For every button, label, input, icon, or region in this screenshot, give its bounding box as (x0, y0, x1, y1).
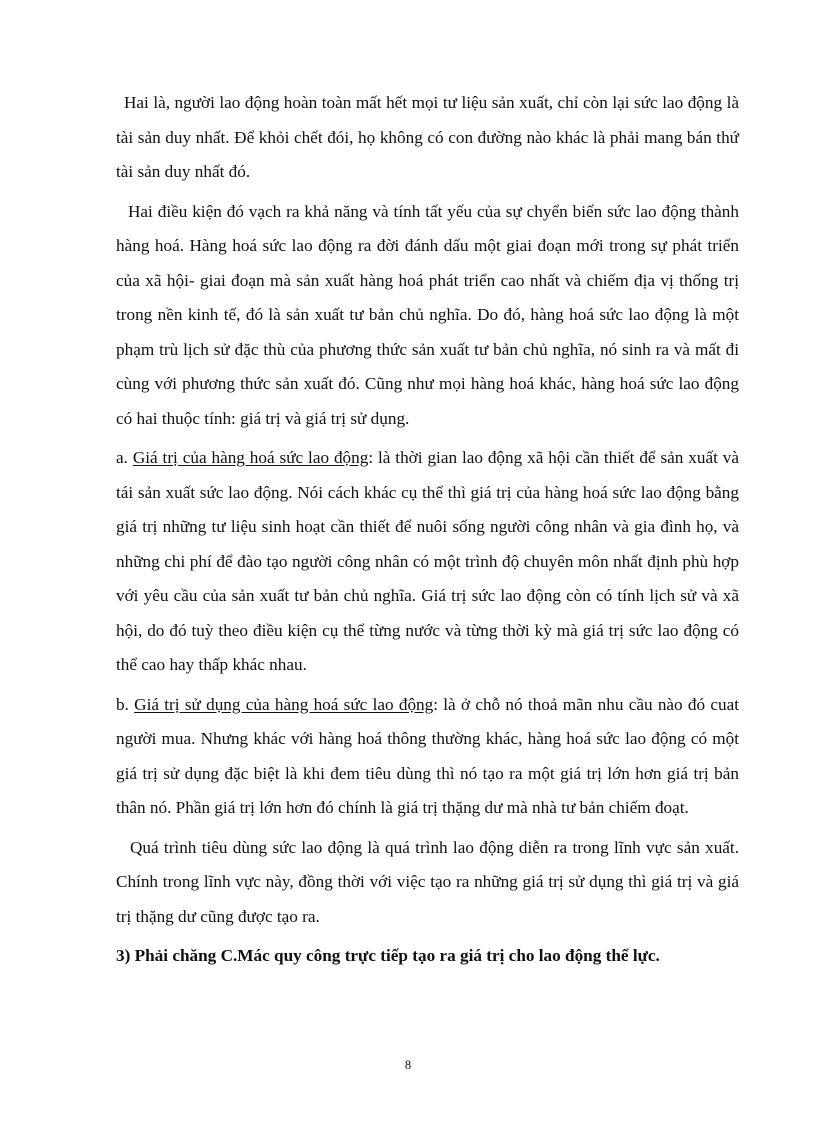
paragraph-1: Hai là, người lao động hoàn toàn mất hết mọi tư liệu sản xuất, chỉ còn lại sức lao động là tài sản duy nhất. Để khỏi chết đói, họ không có con đường nào khác là phải mang bán thứ tài sản duy nhất đó. (116, 93, 739, 181)
paragraph-3-text: : là thời gian lao động xã hội cần thiết để sản xuất và tái sản xuất sức lao động. Nói cách khác cụ thể thì giá trị của hàng hoá sức lao động bằng giá trị những tư liệu sinh hoạt cần thiết để nuôi sống người công nhân và gia đình họ, và những chi phí để đào tạo người công nhân có một trình độ chuyên môn nhất định phù hợp với yêu cầu của sản xuất tư bản chủ nghĩa. Giá trị sức lao động còn có tính lịch sử và xã hội, do đó tuỳ theo điều kiện cụ thể từng nước và từng thời kỳ mà giá trị sức lao động có thể cao hay thấp khác nhau. (116, 448, 739, 674)
paragraph-4-term: Giá trị sử dụng của hàng hoá sức lao động (134, 694, 434, 714)
page-number: 8 (404, 1058, 412, 1072)
page-content (116, 86, 739, 979)
paragraph-3-prefix: a. (116, 448, 133, 467)
paragraph-4-prefix: b. (116, 694, 135, 714)
section-heading: 3) Phải chăng C.Mác quy công trực tiếp tạo ra giá trị cho lao động thể lực. (116, 946, 660, 965)
paragraph-3-term: Giá trị của hàng hoá sức lao động (132, 448, 369, 467)
paragraph-4 (116, 688, 739, 826)
paragraph-5: Quá trình tiêu dùng sức lao động là quá trình lao động diễn ra trong lĩnh vực sản xuất. Chính trong lĩnh vực này, đồng thời với việc tạo ra những giá trị sử dụng thì giá trị và giá trị thặng dư cũng được tạo ra. (116, 837, 739, 926)
paragraph-4-text: : là ở chỗ nó thoả mãn nhu cầu nào đó cuat người mua. Nhưng khác với hàng hoá thông thường khác, hàng hoá sức lao động có một giá trị sử dụng đặc biệt là khi đem tiêu dùng thì nó tạo ra một giá trị lớn hơn giá trị bản thân nó. Phần giá trị lớn hơn đó chính là giá trị thặng dư mà nhà tư bản chiếm đoạt. (116, 694, 740, 817)
paragraph-3 (116, 441, 739, 683)
paragraph-2: Hai điều kiện đó vạch ra khả năng và tính tất yếu của sự chyển biến sức lao động thành hàng hoá. Hàng hoá sức lao động ra đời đánh dấu một giai đoạn mới trong sự phát triển của xã hội- giai đoạn mà sản xuất hàng hoá phát triển cao nhất và chiếm địa vị thống trị trong nền kinh tế, đó là sản xuất tư bản chủ nghĩa. Do đó, hàng hoá sức lao động là một phạm trù lịch sử đặc thù của phương thức sản xuất tư bản chủ nghĩa, nó sinh ra và mất đi cùng với phương thức sản xuất đó. Cũng như mọi hàng hoá khác, hàng hoá sức lao động có hai thuộc tính: giá trị và giá trị sử dụng. (116, 201, 739, 428)
